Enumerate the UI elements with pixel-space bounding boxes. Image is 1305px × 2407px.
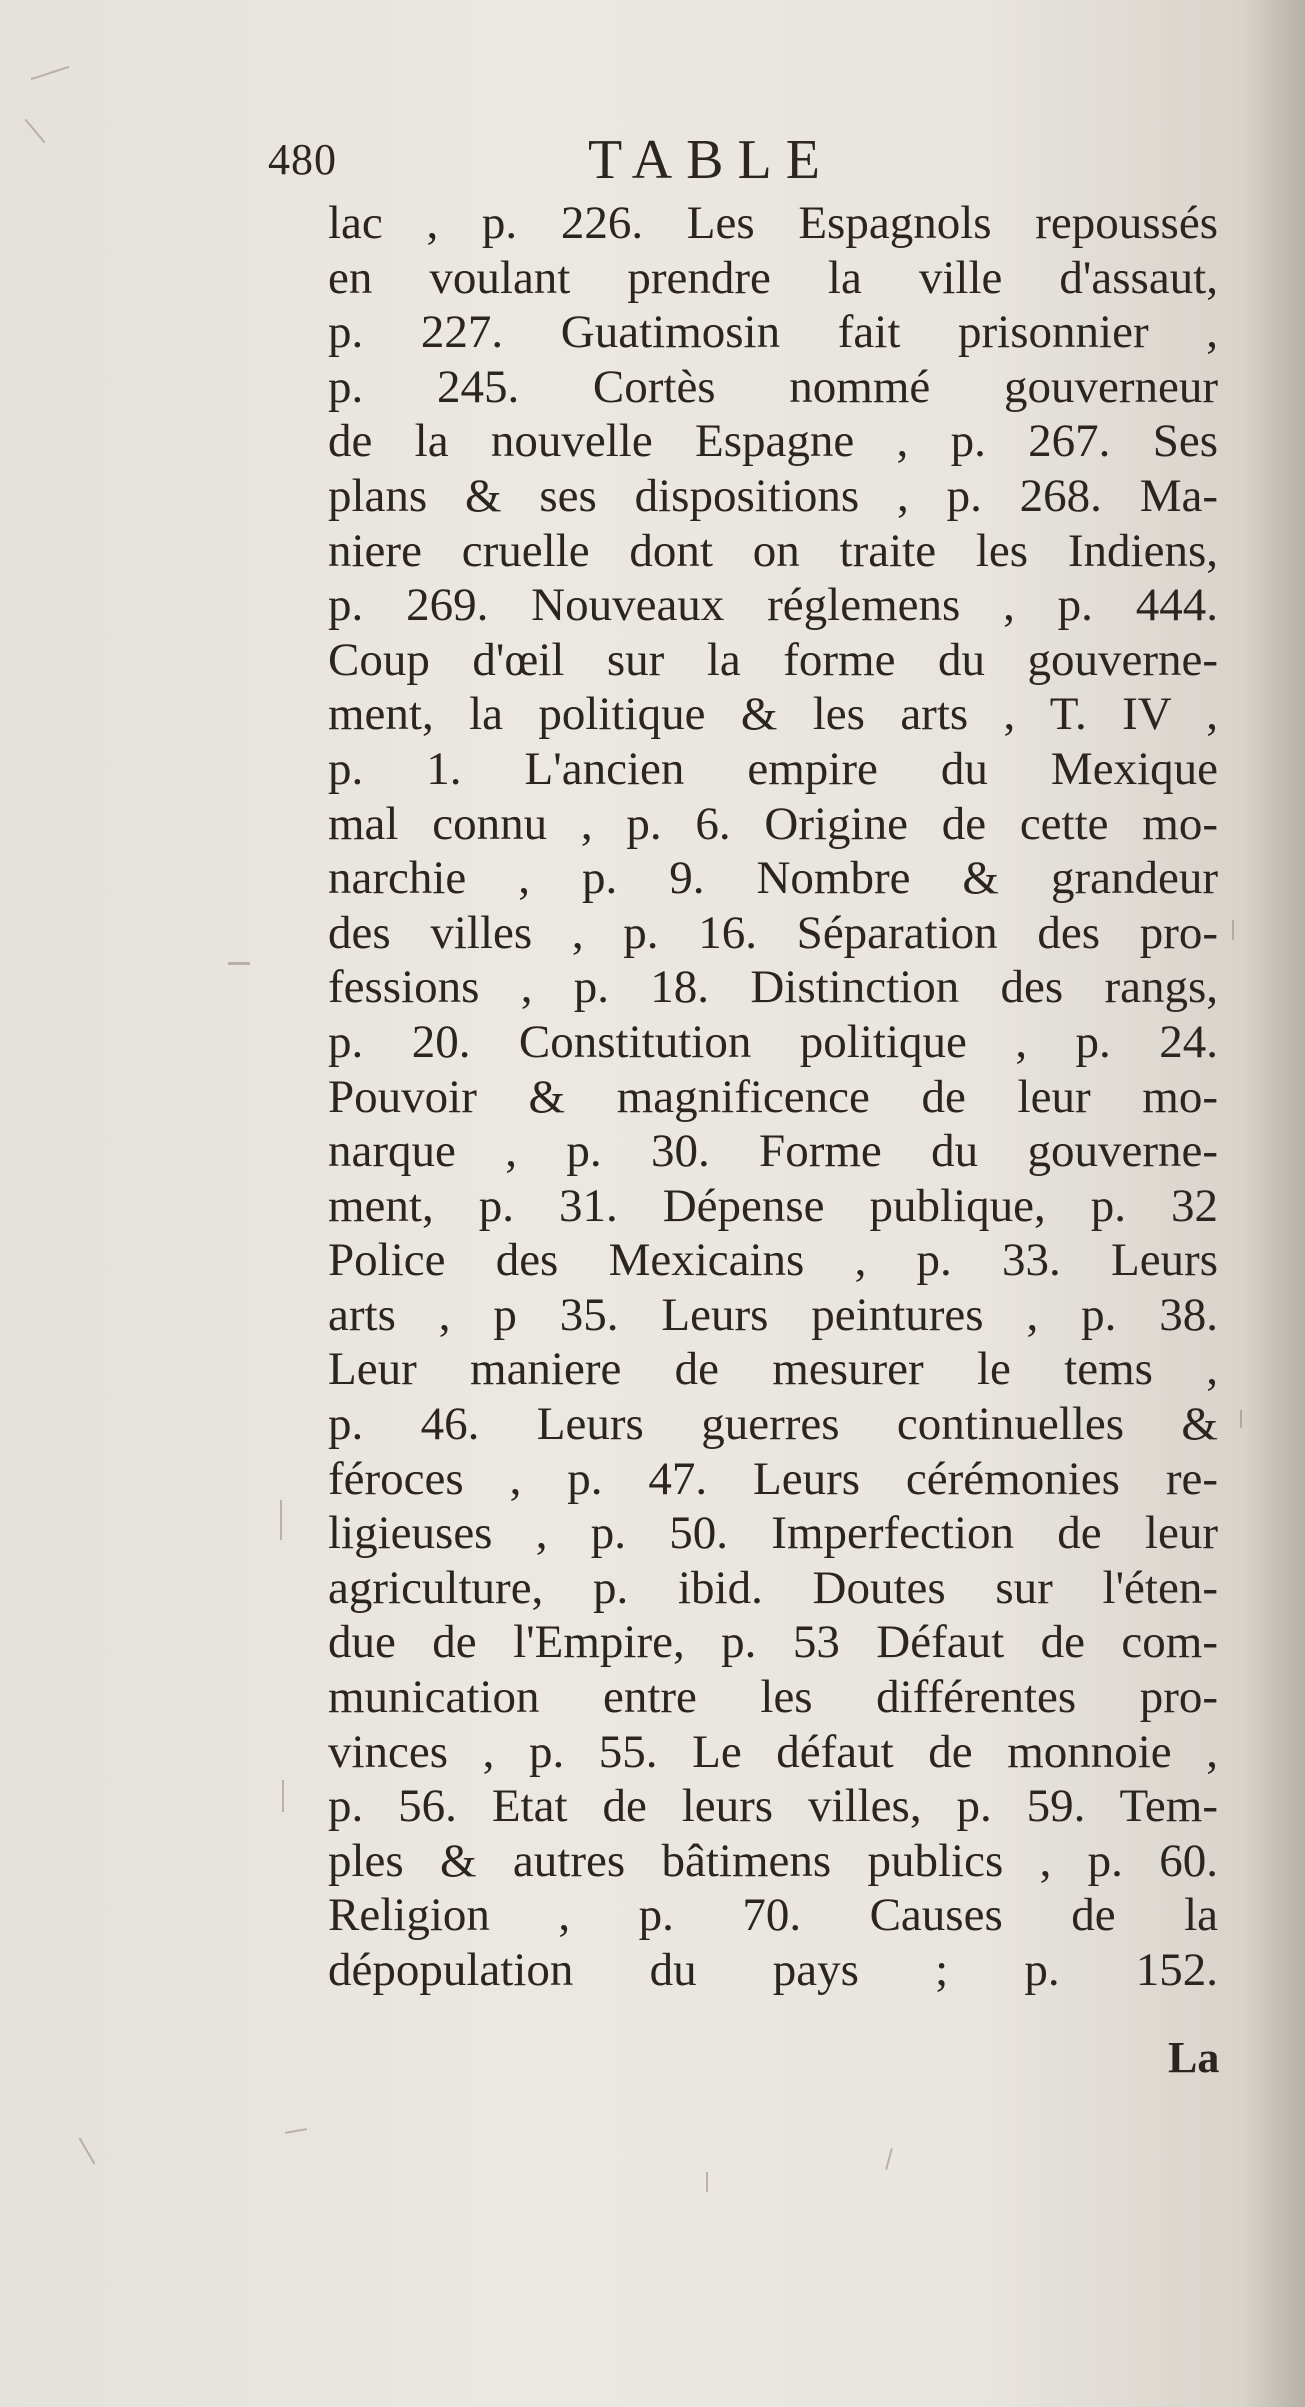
- running-title: TABLE: [588, 129, 834, 191]
- text-line: mal connu , p. 6. Origine de cette mo-: [328, 797, 1218, 850]
- text-line: Religion , p. 70. Causes de la: [328, 1889, 1218, 1942]
- text-line: p. 20. Constitution politique , p. 24.: [328, 1015, 1218, 1068]
- text-line: plans & ses dispositions , p. 268. Ma-: [328, 469, 1218, 522]
- text-line: Police des Mexicains , p. 33. Leurs: [328, 1234, 1218, 1287]
- text-line: Coup d'œil sur la forme du gouverne-: [328, 633, 1218, 686]
- text-line: munication entre les différentes pro-: [328, 1671, 1218, 1724]
- text-line: Leur maniere de mesurer le tems ,: [328, 1343, 1218, 1396]
- text-line: ment, la politique & les arts , T. IV ,: [328, 688, 1218, 741]
- text-line: féroces , p. 47. Leurs cérémonies re-: [328, 1452, 1218, 1505]
- running-head: [268, 128, 1228, 198]
- text-line: due de l'Empire, p. 53 Défaut de com-: [328, 1616, 1218, 1669]
- text-line: ligieuses , p. 50. Imperfection de leur: [328, 1507, 1218, 1560]
- text-line: narchie , p. 9. Nombre & grandeur: [328, 852, 1218, 905]
- text-line: p. 56. Etat de leurs villes, p. 59. Tem-: [328, 1780, 1218, 1833]
- stray-mark: [282, 1780, 284, 1812]
- text-line: en voulant prendre la ville d'assaut,: [328, 251, 1218, 304]
- stray-mark: [25, 119, 46, 143]
- text-line: lac , p. 226. Les Espagnols repoussés: [328, 197, 1218, 249]
- text-line: p. 245. Cortès nommé gouverneur: [328, 360, 1218, 413]
- stray-mark: [885, 2148, 893, 2170]
- stray-mark: [706, 2172, 708, 2192]
- text-line: ples & autres bâtimens publics , p. 60.: [328, 1834, 1218, 1887]
- text-line: fessions , p. 18. Distinction des rangs,: [328, 961, 1218, 1014]
- text-line: p. 1. L'ancien empire du Mexique: [328, 742, 1218, 795]
- text-line: des villes , p. 16. Séparation des pro-: [328, 906, 1218, 959]
- text-line: p. 227. Guatimosin fait prisonnier ,: [328, 306, 1218, 359]
- stray-mark: [285, 2128, 307, 2134]
- text-line: Pouvoir & magnificence de leur mo-: [328, 1070, 1218, 1123]
- stray-mark: [280, 1500, 282, 1540]
- text-line: dépopulation du pays ; p. 152.: [328, 1944, 1218, 1996]
- text-line: ment, p. 31. Dépense publique, p. 32: [328, 1179, 1218, 1232]
- stray-mark: [228, 962, 250, 965]
- stray-mark: [1232, 920, 1234, 940]
- text-line: p. 269. Nouveaux réglemens , p. 444.: [328, 579, 1218, 632]
- index-body: [328, 196, 1218, 1998]
- page-edge-shadow: [1245, 0, 1305, 2407]
- text-line: agriculture, p. ibid. Doutes sur l'éten-: [328, 1561, 1218, 1614]
- text-line: de la nouvelle Espagne , p. 267. Ses: [328, 415, 1218, 468]
- text-line: p. 46. Leurs guerres continuelles &: [328, 1398, 1218, 1451]
- text-line: niere cruelle dont on traite les Indiens,: [328, 524, 1218, 577]
- text-line: vinces , p. 55. Le défaut de monnoie ,: [328, 1725, 1218, 1778]
- text-line: narque , p. 30. Forme du gouverne-: [328, 1125, 1218, 1178]
- page-number: 480: [268, 135, 337, 184]
- stray-mark: [31, 66, 70, 80]
- stray-mark: [1240, 1410, 1242, 1428]
- catchword: La: [1168, 2033, 1220, 2082]
- stray-mark: [79, 2138, 96, 2165]
- text-line: arts , p 35. Leurs peintures , p. 38.: [328, 1288, 1218, 1341]
